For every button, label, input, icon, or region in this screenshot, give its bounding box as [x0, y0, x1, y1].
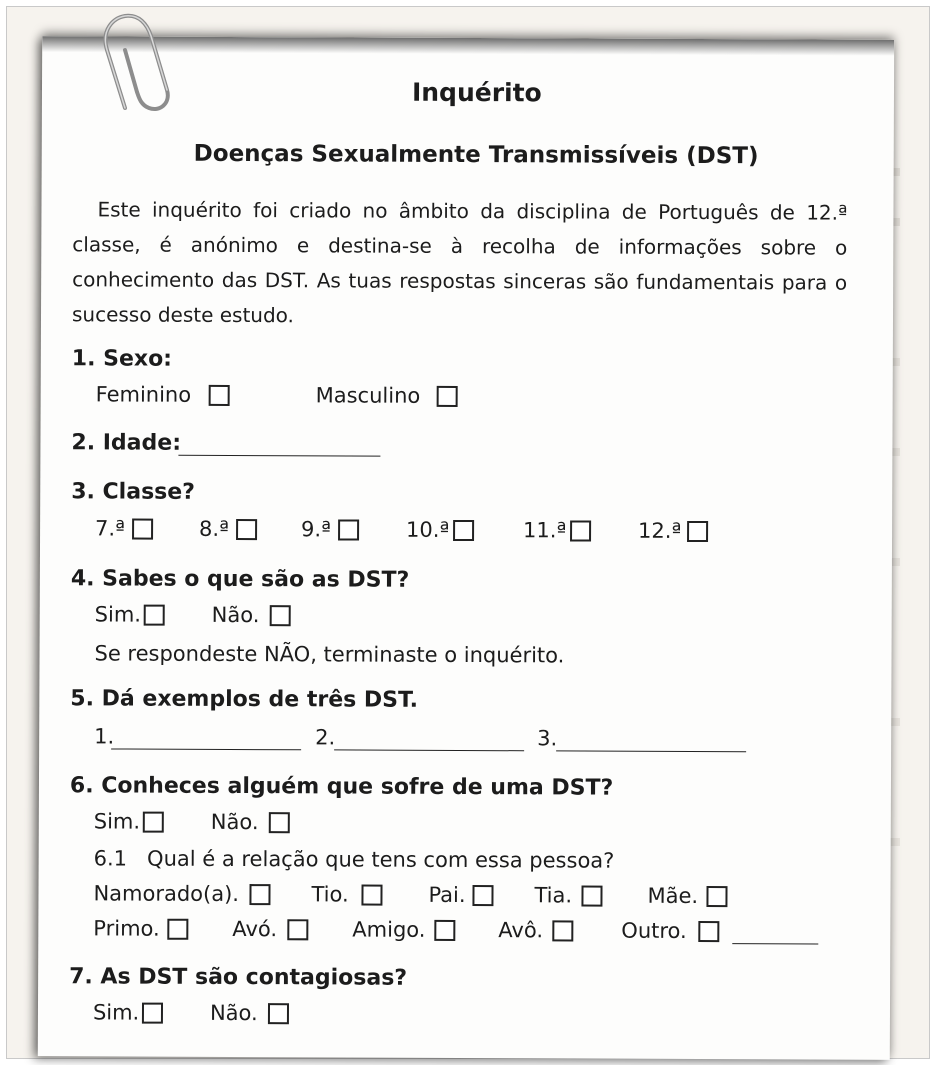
q6-checkbox-sim[interactable]	[143, 812, 164, 833]
checkbox-primo[interactable]	[167, 919, 188, 940]
checkbox-class-7[interactable]	[132, 519, 153, 540]
form-intro: Este inquérito foi criado no âmbito da disciplina de Português de 12.ª classe, é anónimo e destina-se à recolha de informações sobre o conhecimento das DST. As tuas respostas sinceras são fundamentais para o sucesso deste estudo.	[71, 197, 848, 328]
relation-tio-label: Tio.	[311, 882, 349, 907]
form-title: Inquérito	[411, 77, 542, 108]
class-7-label: 7.ª	[95, 516, 126, 541]
dst-example-2-label: 2.	[315, 725, 336, 750]
checkbox-avo-m[interactable]	[552, 920, 573, 941]
q4-note: Se respondeste NÃO, terminaste o inquérito.	[94, 641, 565, 668]
q7-checkbox-sim[interactable]	[142, 1003, 163, 1024]
checkbox-class-10[interactable]	[453, 520, 474, 541]
dst-example-3-label: 3.	[537, 726, 558, 751]
q6-checkbox-nao[interactable]	[269, 812, 290, 833]
relation-primo-label: Primo.	[93, 916, 160, 941]
q4-option-sim-label: Sim.	[94, 602, 142, 627]
checkbox-avo-f[interactable]	[287, 919, 308, 940]
dst-example-2-line[interactable]	[334, 749, 524, 751]
relation-avo-m-label: Avô.	[498, 918, 544, 943]
q4-checkbox-sim[interactable]	[144, 605, 165, 626]
relation-outro-label: Outro.	[621, 918, 687, 943]
dst-example-1-label: 1.	[94, 724, 115, 749]
checkbox-outro[interactable]	[698, 921, 719, 942]
checkbox-amigo[interactable]	[434, 920, 455, 941]
option-masculino-label: Masculino	[315, 383, 421, 408]
questionnaire-sheet	[38, 36, 894, 1060]
relation-pai-label: Pai.	[428, 882, 466, 908]
q7-checkbox-nao[interactable]	[268, 1003, 289, 1024]
relation-amigo-label: Amigo.	[352, 917, 426, 942]
checkbox-class-11[interactable]	[570, 520, 591, 541]
class-12-label: 12.ª	[638, 518, 682, 543]
outro-input-line[interactable]	[732, 943, 818, 944]
checkbox-class-9[interactable]	[338, 519, 359, 540]
q7-option-nao-label: Não.	[209, 1000, 258, 1026]
q4-checkbox-nao[interactable]	[270, 605, 291, 626]
checkbox-pai[interactable]	[472, 885, 493, 906]
checkbox-masculino[interactable]	[437, 386, 458, 407]
relation-tia-label: Tia.	[534, 883, 573, 908]
checkbox-namorado[interactable]	[249, 884, 270, 905]
checkbox-feminino[interactable]	[209, 385, 230, 406]
checkbox-class-8[interactable]	[236, 519, 257, 540]
class-8-label: 8.ª	[199, 516, 230, 541]
relation-mae-label: Mãe.	[647, 883, 699, 909]
relation-namorado-label: Namorado(a).	[93, 881, 240, 907]
question-6-1-label: 6.1 Qual é a relação que tens com essa pessoa?	[93, 846, 615, 873]
q6-option-nao-label: Não.	[210, 809, 259, 835]
question-6-label: 6. Conheces alguém que sofre de uma DST?	[69, 773, 614, 801]
q7-option-sim-label: Sim.	[92, 1000, 140, 1025]
q4-option-nao-label: Não.	[211, 602, 260, 628]
question-1-label: 1. Sexo:	[71, 346, 173, 372]
class-9-label: 9.ª	[301, 517, 332, 542]
checkbox-tia[interactable]	[581, 886, 602, 907]
checkbox-mae[interactable]	[706, 886, 727, 907]
checkbox-tio[interactable]	[361, 885, 382, 906]
class-10-label: 10.ª	[406, 517, 450, 542]
paper-clip-icon	[95, 10, 175, 120]
dst-example-3-line[interactable]	[556, 750, 746, 752]
age-input-line[interactable]	[178, 455, 380, 457]
question-3-label: 3. Classe?	[71, 479, 196, 505]
question-5-label: 5. Dá exemplos de três DST.	[70, 686, 419, 713]
question-7-label: 7. As DST são contagiosas?	[69, 964, 408, 991]
option-feminino-label: Feminino	[95, 382, 192, 407]
question-2-label: 2. Idade:	[71, 430, 182, 456]
checkbox-class-12[interactable]	[687, 521, 708, 542]
form-subtitle: Doenças Sexualmente Transmissíveis (DST)	[193, 140, 759, 170]
question-4-label: 4. Sabes o que são as DST?	[70, 566, 410, 593]
q6-option-sim-label: Sim.	[93, 809, 141, 834]
class-11-label: 11.ª	[523, 518, 567, 543]
relation-avo-f-label: Avó.	[232, 916, 278, 942]
dst-example-1-line[interactable]	[111, 748, 301, 750]
